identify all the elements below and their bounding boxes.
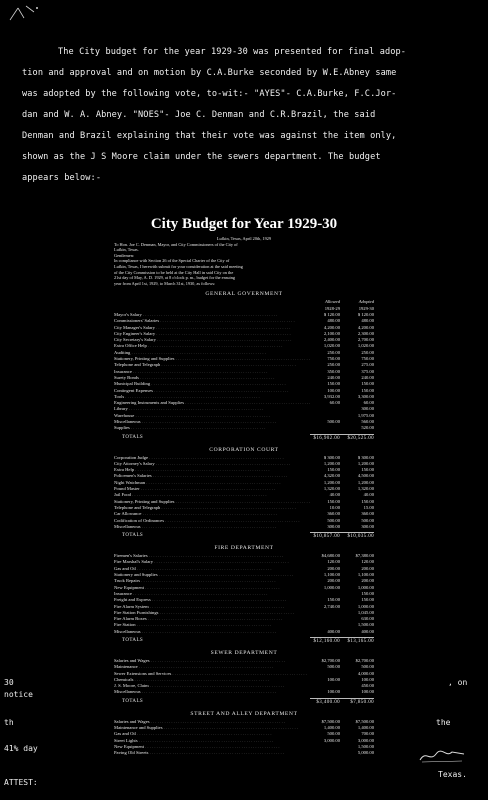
budget-row-allowed: 2,100.00	[323, 330, 340, 336]
budget-row-allowed: 150.00	[327, 597, 340, 603]
budget-row-label: Contingent Expenses . . .	[114, 388, 310, 394]
budget-row-adopted: 1,200.00	[357, 479, 374, 485]
budget-row-label: Supplies . . .	[114, 425, 310, 431]
budget-row-allowed: 480.00	[327, 318, 340, 324]
budget-row-adopted: 150.00	[361, 590, 374, 596]
section-heading	[110, 447, 378, 453]
budget-row-label: Miscellaneous . . .	[114, 629, 310, 635]
section-total-label: TOTALS	[122, 533, 144, 539]
budget-row-allowed: 60.00	[329, 400, 340, 406]
budget-row-label: City Engineer's Salary . . .	[114, 331, 310, 337]
section-heading	[110, 291, 378, 297]
section-heading	[110, 650, 378, 656]
section-total-allowed: $3,400.00	[310, 698, 340, 706]
budget-row-allowed: 100.00	[327, 387, 340, 393]
column-header-allowed: Allowed	[324, 299, 340, 305]
budget-row-label: Extra Help . . .	[114, 467, 310, 473]
address-line: Lufkin, Texas.	[114, 247, 139, 253]
budget-row-allowed: 3,000.00	[323, 737, 340, 743]
corner-stamp-mark	[4, 2, 44, 26]
budget-row-label: Library . . .	[114, 406, 310, 412]
budget-row-label: Warehouse . . .	[114, 413, 310, 419]
budget-row-adopted: 360.00	[361, 511, 374, 517]
budget-row	[110, 750, 378, 756]
section-heading-text: CORPORATION COURT	[209, 446, 279, 453]
budget-row-adopted: 1,500.00	[357, 743, 374, 749]
budget-row-adopted: 4,000.00	[357, 670, 374, 676]
budget-row-label: Maintenance and Supplies . . .	[114, 725, 310, 731]
budget-row-label: Surety Bonds . . .	[114, 375, 310, 381]
margin-note-left: ATTEST:	[4, 778, 38, 787]
budget-row-adopted: 1,320.00	[357, 486, 374, 492]
budget-row-label: Auditing . . .	[114, 350, 310, 356]
budget-row-allowed: 40.00	[329, 492, 340, 498]
budget-row-adopted: 150.00	[361, 387, 374, 393]
section-total-row	[110, 434, 378, 442]
budget-row-adopted: 40.00	[363, 492, 374, 498]
budget-row-allowed	[310, 425, 340, 431]
budget-row-allowed: 500.00	[327, 517, 340, 523]
minutes-line: tion and approval and on motion by C.A.Burke seconded by W.E.Abney same	[22, 68, 397, 78]
budget-row-allowed: 120.00	[327, 559, 340, 565]
budget-row-allowed: 100.00	[327, 676, 340, 682]
budget-row-label: Commissioners' Salaries . . .	[114, 318, 310, 324]
budget-row-adopted: 250.00	[361, 349, 374, 355]
budget-row-label: Policemen's Salaries . . .	[114, 473, 310, 479]
budget-row-label: Fire Station . . .	[114, 622, 310, 628]
budget-row-adopted: 100.00	[361, 676, 374, 682]
budget-row-allowed: 1,020.00	[323, 343, 340, 349]
budget-row-label: Fire Station Furnishings . . .	[114, 610, 310, 616]
section-heading-text: SEWER DEPARTMENT	[210, 650, 278, 656]
column-year-2: 1929-30	[358, 305, 374, 311]
address-line: In compliance with Section 26 of the Special Charter of the City of	[114, 258, 230, 264]
budget-row-allowed: 400.00	[327, 628, 340, 634]
budget-row-adopted: 700.00	[361, 731, 374, 737]
budget-row-allowed: 2,400.00	[323, 337, 340, 343]
budget-row-adopted: 1,045.00	[357, 609, 374, 615]
budget-row-allowed: 360.00	[327, 511, 340, 517]
budget-row	[110, 629, 378, 635]
column-year-1: 1928-29	[324, 305, 340, 311]
budget-row-adopted: 60.00	[363, 400, 374, 406]
section-heading-text: STREET AND ALLEY DEPARTMENT	[190, 710, 298, 717]
budget-row-adopted: 1,020.00	[357, 343, 374, 349]
budget-row-adopted: 15.00	[363, 504, 374, 510]
address-line: Gentlemen:	[114, 252, 135, 258]
budget-row-allowed: 150.00	[327, 498, 340, 504]
section-total-allowed: $16,902.00	[310, 434, 340, 442]
budget-row-label: Fire Marshal's Salary . . .	[114, 559, 310, 565]
section-total-label: TOTALS	[122, 434, 144, 440]
budget-clipping	[110, 212, 378, 800]
budget-row-label: Night Watchman . . .	[114, 480, 310, 486]
budget-row-adopted: 450.00	[361, 683, 374, 689]
budget-row-label: Insurance . . .	[114, 369, 310, 375]
section-total-adopted: $20,525.00	[340, 434, 374, 442]
budget-row-label: Street Lights . . .	[114, 738, 310, 744]
budget-row-label: Salaries and Wages . . .	[114, 658, 310, 664]
budget-sections	[110, 291, 378, 756]
budget-row-allowed: 4,200.00	[323, 324, 340, 330]
minutes-line: The City budget for the year 1929-30 was presented for final adop-	[58, 47, 407, 57]
budget-row-adopted: 1,100.00	[357, 572, 374, 578]
budget-row-adopted: 4,500.00	[357, 473, 374, 479]
budget-row-adopted: 275.00	[361, 362, 374, 368]
budget-row-label: New Equipment . . .	[114, 585, 310, 591]
minutes-line: appears below:-	[22, 173, 102, 183]
budget-address	[114, 236, 374, 286]
budget-row-adopted: 150.00	[361, 597, 374, 603]
budget-row-allowed: 200.00	[327, 565, 340, 571]
budget-row-adopted: $7,380.00	[355, 553, 374, 559]
budget-row-allowed: 250.00	[327, 362, 340, 368]
margin-note-left: notice	[4, 690, 33, 699]
budget-row-label: Mayor's Salary . . .	[114, 312, 310, 318]
budget-row-label: Stationery and Supplies . . .	[114, 572, 310, 578]
budget-row-adopted: 4,200.00	[357, 324, 374, 330]
margin-note-right: , on	[448, 678, 468, 687]
budget-row-label: Telephone and Telegraph . . .	[114, 362, 310, 368]
budget-row-adopted: 1,975.00	[357, 412, 374, 418]
budget-row-allowed: $7,500.00	[321, 718, 340, 724]
budget-row-label: Truck Repairs . . .	[114, 578, 310, 584]
budget-row-label: Tools . . .	[114, 394, 310, 400]
budget-row-allowed: 2,740.00	[323, 603, 340, 609]
budget-row-label: Car Allowance . . .	[114, 511, 310, 517]
budget-row-allowed: $ 120.00	[323, 311, 340, 317]
minutes-line: was adopted by the following vote, to-wit:- "AYES"- C.A.Burke, F.C.Jor-	[22, 89, 397, 99]
budget-row-label: J. S. Moore, Claim . . .	[114, 683, 310, 689]
budget-row-adopted: 200.00	[361, 578, 374, 584]
budget-row-allowed: 150.00	[327, 381, 340, 387]
budget-row-label: Telephone and Telegraph . . .	[114, 505, 310, 511]
budget-row-label: Miscellaneous . . .	[114, 419, 310, 425]
budget-row-allowed: 1,100.00	[323, 572, 340, 578]
budget-row-adopted: 1,400.00	[357, 725, 374, 731]
budget-row-label: City Attorney's Salary . . .	[114, 461, 310, 467]
budget-row-label: City Secretary's Salary . . .	[114, 337, 310, 343]
budget-row-label: Engineering Instruments and Supplies . . .	[114, 400, 310, 406]
budget-row-allowed: 1,400.00	[323, 725, 340, 731]
address-line: year from April 1st, 1929, to March 31st, 1930, as follows:	[114, 280, 216, 286]
budget-row-adopted: 2,700.00	[357, 337, 374, 343]
budget-row-adopted: 240.00	[361, 374, 374, 380]
budget-row-label: Stationery, Printing and Supplies . . .	[114, 499, 310, 505]
budget-row-label: Fire Alarm System . . .	[114, 604, 310, 610]
budget-title: City Budget for Year 1929-30	[150, 216, 338, 232]
budget-row-adopted: 120.00	[361, 559, 374, 565]
budget-row-adopted: 630.00	[361, 616, 374, 622]
budget-row-label: Gas and Oil . . .	[114, 731, 310, 737]
budget-row-adopted: 750.00	[361, 356, 374, 362]
budget-row-allowed: 200.00	[327, 578, 340, 584]
section-heading	[110, 711, 378, 717]
section-total-row	[110, 637, 378, 645]
margin-note-right: Texas.	[438, 770, 467, 779]
minutes-text	[22, 42, 477, 189]
budget-row-label: Jail Food . . .	[114, 492, 310, 498]
budget-row-label: Maintenance . . .	[114, 664, 310, 670]
budget-row-adopted: $7,500.00	[355, 718, 374, 724]
budget-row-adopted: 400.00	[361, 628, 374, 634]
section-total-adopted: $7,850.00	[340, 698, 374, 706]
budget-row-adopted: 3,000.00	[357, 737, 374, 743]
budget-row-adopted: 1,000.00	[357, 603, 374, 609]
budget-row-label: Stationery, Printing and Supplies . . .	[114, 356, 310, 362]
budget-row-adopted: 560.00	[361, 418, 374, 424]
budget-row-allowed: 1,200.00	[323, 460, 340, 466]
budget-row	[110, 689, 378, 695]
budget-row-adopted: $ 120.00	[357, 311, 374, 317]
section-total-row	[110, 698, 378, 706]
budget-row-label: City Manager's Salary . . .	[114, 325, 310, 331]
section-total-allowed: $10,857.00	[310, 532, 340, 540]
section-heading	[110, 545, 378, 551]
budget-row-adopted: 5,000.00	[357, 750, 374, 756]
column-header-adopted: Adopted	[358, 299, 374, 305]
budget-row-allowed: 240.00	[327, 374, 340, 380]
budget-row-label: Miscellaneous . . .	[114, 689, 310, 695]
section-total-adopted: $13,165.00	[340, 637, 374, 645]
budget-row-adopted: 300.00	[361, 523, 374, 529]
budget-row-adopted: 500.00	[361, 517, 374, 523]
budget-row-label: Codification of Ordinances . . .	[114, 518, 310, 524]
budget-row-allowed: $ 300.00	[323, 454, 340, 460]
budget-row-adopted: 520.00	[361, 425, 374, 431]
budget-row-allowed: 1,320.00	[323, 486, 340, 492]
budget-row-label: Sewer Extensions and Services . . .	[114, 671, 310, 677]
budget-row-allowed: 350.00	[327, 368, 340, 374]
budget-row-allowed: 500.00	[327, 731, 340, 737]
budget-row-adopted: 150.00	[361, 467, 374, 473]
budget-row-allowed: 500.00	[327, 418, 340, 424]
budget-row-label: Municipal Building . . .	[114, 381, 310, 387]
budget-row-label: Miscellaneous . . .	[114, 524, 310, 530]
minutes-line: shown as the J S Moore claim under the sewers department. The budget	[22, 152, 381, 162]
section-total-label: TOTALS	[122, 638, 144, 643]
budget-row-adopted: 150.00	[361, 498, 374, 504]
margin-note-left: 41% day	[4, 744, 38, 753]
address-line: Lufkin, Texas, April 20th, 1929	[216, 236, 272, 241]
minutes-line: Denman and Brazil explaining that their vote was against the item only,	[22, 131, 397, 141]
margin-note-left: th	[4, 718, 14, 727]
budget-row	[110, 425, 378, 431]
margin-note-left: 30	[4, 678, 14, 687]
budget-row-adopted: 200.00	[361, 565, 374, 571]
section-total-adopted: $10,035.00	[340, 532, 374, 540]
address-line: of the City Commission to be held at the City Hall in said City on the	[114, 269, 234, 275]
budget-row-allowed: $2,700.00	[321, 658, 340, 663]
minutes-line: dan and W. A. Abney. "NOES"- Joe C. Denman and C.R.Brazil, the said	[22, 110, 376, 120]
address-line: To Hon. Joe C. Denman, Mayor, and City Commissioners of the City of	[114, 241, 238, 247]
handwritten-signature	[418, 748, 466, 764]
budget-row-allowed: 3,932.00	[323, 393, 340, 399]
budget-row-adopted: 375.00	[361, 368, 374, 374]
budget-row-label: Firemen's Salaries . . .	[114, 553, 310, 559]
budget-row-adopted: 3,300.00	[357, 393, 374, 399]
budget-row-label: Salaries and Wages . . .	[114, 719, 310, 725]
budget-row-label: Insurance . . .	[114, 591, 310, 597]
budget-row-allowed: 250.00	[327, 349, 340, 355]
budget-row-adopted: 1,500.00	[357, 622, 374, 628]
budget-row-adopted: 1,200.00	[357, 460, 374, 466]
budget-row-allowed: 750.00	[327, 356, 340, 362]
budget-row-adopted: 1,000.00	[357, 584, 374, 590]
budget-row-label: Chemicals . . .	[114, 677, 310, 683]
budget-row-label: New Equipment . . .	[114, 744, 310, 750]
budget-row-allowed: 300.00	[327, 523, 340, 529]
budget-row-adopted: 480.00	[361, 318, 374, 324]
budget-row-label: Corporation Judge . . .	[114, 455, 310, 461]
budget-row-allowed: 500.00	[327, 664, 340, 670]
budget-row-adopted: 100.00	[361, 689, 374, 695]
budget-row-adopted: 500.00	[361, 664, 374, 670]
section-heading-text: FIRE DEPARTMENT	[214, 545, 274, 552]
address-line: 21st day of May, A. D. 1929, at 8 o'clock p. m., budget for the ensuing	[114, 275, 236, 281]
budget-row-label: Freight and Express . . .	[114, 597, 310, 603]
budget-row	[110, 524, 378, 530]
budget-row-adopted: 150.00	[361, 381, 374, 387]
budget-row-label: Extra Office Help . . .	[114, 343, 310, 349]
budget-row-allowed: 4,320.00	[323, 473, 340, 479]
section-total-allowed: $12,160.00	[310, 637, 340, 645]
budget-row-adopted: 2,300.00	[357, 330, 374, 336]
budget-row-label: Pound Master . . .	[114, 486, 310, 492]
budget-row-label: Paving Old Streets . . .	[114, 750, 310, 756]
section-total-label: TOTALS	[122, 698, 144, 704]
budget-row-adopted: $ 300.00	[357, 454, 374, 460]
budget-row-allowed: 100.00	[327, 689, 340, 695]
budget-row-allowed: 150.00	[327, 467, 340, 473]
budget-row-allowed: 1,200.00	[323, 479, 340, 485]
budget-row-label: Fire Alarm Boxes . . .	[114, 616, 310, 622]
budget-row-adopted: $2,700.00	[355, 658, 374, 663]
budget-row-allowed: 10.00	[329, 504, 340, 510]
section-heading-text: GENERAL GOVERNMENT	[205, 291, 283, 298]
budget-row-allowed: 1,000.00	[323, 584, 340, 590]
budget-row-allowed	[310, 750, 340, 756]
address-line: Lufkin, Texas, I herewith submit for your consideration at the said meeting	[114, 263, 243, 269]
budget-row-allowed: $4,680.00	[321, 553, 340, 559]
margin-note-right: the	[436, 718, 451, 727]
budget-row-label: Gas and Oil . . .	[114, 566, 310, 572]
budget-row-adopted: 300.00	[361, 406, 374, 412]
section-total-row	[110, 532, 378, 540]
